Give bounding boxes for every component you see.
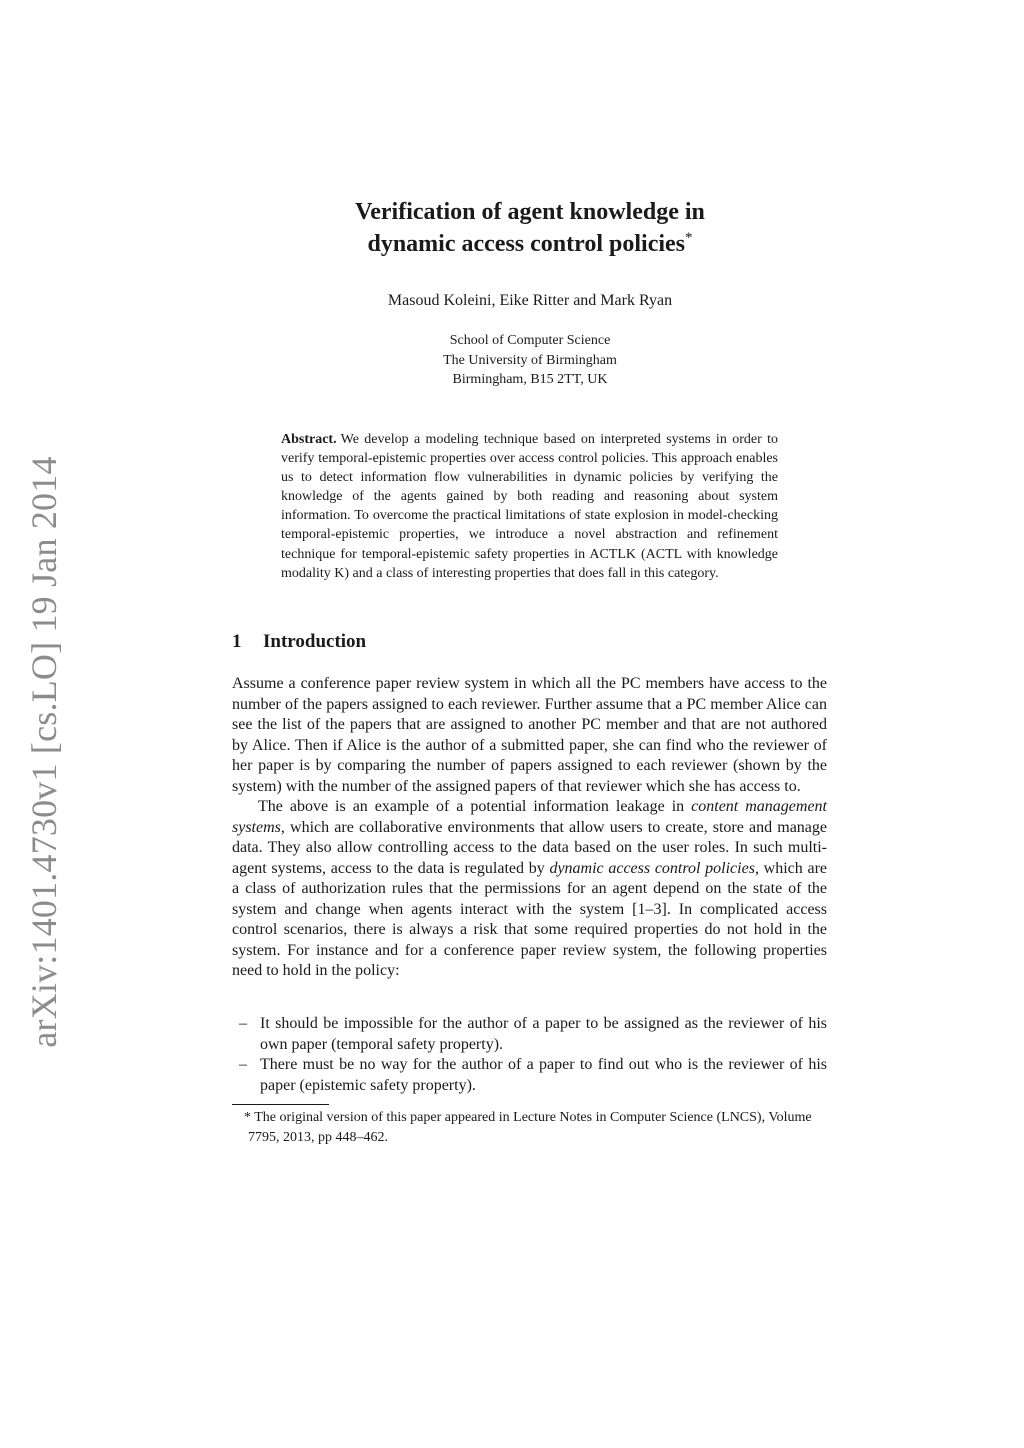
affiliation-line-3: Birmingham, B15 2TT, UK <box>452 372 608 387</box>
abstract <box>281 430 778 583</box>
abstract-label: Abstract. <box>281 432 337 447</box>
paragraph-2-part-1: The above is an example of a potential information leakage in <box>258 798 692 815</box>
paragraph-2-part-2: , which are collaborative environments that allow users to create, store and manage data. They also allow controlling access to the data based on the user roles. In such multi-agent systems, access to the data is regulated by <box>232 818 827 877</box>
requirements-list <box>232 1014 827 1096</box>
list-item-text: It should be impossible for the author of a paper to be assigned as the reviewer of his own paper (temporal safety property). <box>260 1015 827 1053</box>
section-title: Introduction <box>263 631 367 652</box>
paragraph-2-emphasis-1: content management systems <box>232 798 827 836</box>
paragraph-1: Assume a conference paper review system in which all the PC members have access to the number of the papers assigned to each reviewer. Further assume that a PC member Alice can see the list of the papers that are assigned to another PC member and that are not authored by Alice. Then if Alice is the author of a submitted paper, she can find who the reviewer of her paper is by comparing the number of papers assigned to each reviewer (shown by the system) with the number of the assigned papers of that reviewer which she has access to. <box>232 675 827 795</box>
title-footnote-mark: * <box>685 230 693 246</box>
section-heading <box>232 631 366 653</box>
affiliation <box>0 331 1024 390</box>
title-line-2-text: dynamic access control policies <box>367 231 686 257</box>
list-item <box>232 1055 827 1096</box>
paragraph-2-part-3: , which are a class of authorization rules that the permissions for an agent depend on the state of the system and change when agents interact with the system [1–3]. In complicated access control scenarios, there is always a risk that some required properties do not hold in the system. For instance and for a conference paper review system, the following properties need to hold in the policy: <box>232 859 827 979</box>
footnote-text: The original version of this paper appeared in Lecture Notes in Computer Science (LNCS), Volume 7795, 2013, pp 448–462. <box>248 1110 812 1145</box>
title-line-1: Verification of agent knowledge in <box>355 199 705 225</box>
footnote-divider <box>232 1104 329 1105</box>
list-item-text: There must be no way for the author of a paper to find out who is the reviewer of his paper (epistemic safety property). <box>260 1056 827 1094</box>
affiliation-line-1: School of Computer Science <box>449 333 611 348</box>
affiliation-line-2: The University of Birmingham <box>443 352 617 368</box>
footnote-mark: * <box>244 1110 251 1125</box>
abstract-text: We develop a modeling technique based on interpreted systems in order to verify temporal-epistemic properties over access control policies. This approach enables us to detect information flow vulnerabilities in dynamic policies by verifying the knowledge of the agents gained by both reading and reasoning about system information. To overcome the practical limitations of state explosion in model-checking temporal-epistemic properties, we introduce a novel abstraction and refinement technique for temporal-epistemic safety properties in ACTLK (ACTL with knowledge modality K) and a class of interesting properties that does fall in this category. <box>281 432 778 581</box>
arxiv-identifier-stamp: arXiv:1401.4730v1 [cs.LO] 19 Jan 2014 <box>24 456 64 1048</box>
list-item <box>232 1014 827 1055</box>
title-line-2 <box>0 228 1024 260</box>
list-marker: – <box>239 1015 247 1032</box>
paper-title <box>0 196 1024 260</box>
footnote <box>244 1108 828 1148</box>
paragraph-2 <box>232 797 827 982</box>
paragraph-2-emphasis-2: dynamic access control policies <box>549 859 755 877</box>
author-list: Masoud Koleini, Eike Ritter and Mark Ryan <box>387 292 673 309</box>
list-marker: – <box>239 1056 247 1073</box>
section-number: 1 <box>232 631 242 652</box>
section-body <box>232 674 827 982</box>
